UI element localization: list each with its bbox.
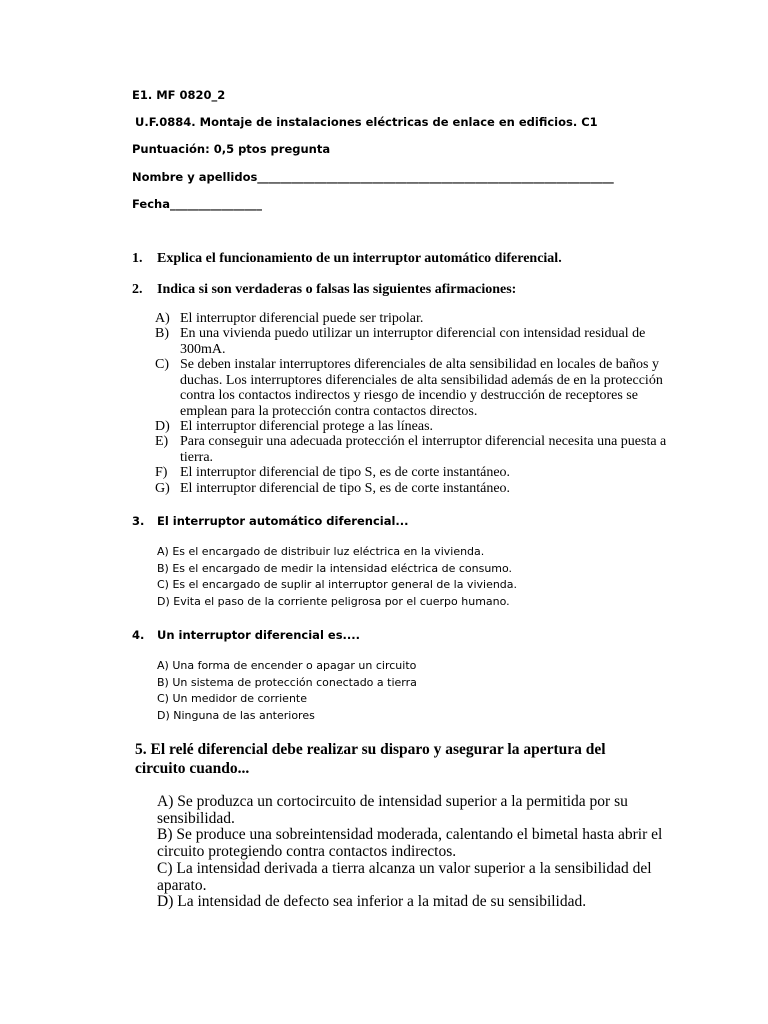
date-field: Fecha________________ — [132, 197, 262, 211]
name-field: Nombre y apellidos______________________________________________________________ — [132, 170, 614, 184]
option-text: El interruptor diferencial de tipo S, es de corte instantáneo. — [180, 481, 511, 496]
question-5-line-2: circuito cuando... — [135, 760, 250, 777]
q5-option-d: D) La intensidad de defecto sea inferior a la mitad de su sensibilidad. — [157, 893, 587, 910]
q3-option-b: B) Es el encargado de medir la intensidad eléctrica de consumo. — [157, 562, 513, 575]
option-text: En una vivienda puedo utilizar un interruptor diferencial con intensidad residual de 300mA. — [180, 326, 646, 357]
option-text: El interruptor diferencial protege a las líneas. — [180, 419, 434, 434]
q5-option-c: C) La intensidad derivada a tierra alcanza un valor superior a la sensibilidad del aparato. — [157, 860, 652, 894]
question-2-text: Indica si son verdaderas o falsas las siguientes afirmaciones: — [157, 282, 517, 297]
option-letter: D) — [155, 419, 170, 434]
q4-option-d: D) Ninguna de las anteriores — [157, 709, 315, 722]
question-3-number: 3. — [132, 514, 145, 528]
option-letter: F) — [155, 465, 168, 480]
question-3-text: El interruptor automático diferencial... — [157, 514, 409, 528]
option-text: Para conseguir una adecuada protección el interruptor diferencial necesita una puesta a tierra. — [180, 434, 667, 465]
q3-option-d: D) Evita el paso de la corriente peligrosa por el cuerpo humano. — [157, 595, 510, 608]
option-text: El interruptor diferencial de tipo S, es de corte instantáneo. — [180, 465, 511, 480]
question-4-number: 4. — [132, 628, 145, 642]
option-letter: E) — [155, 434, 169, 449]
unit-title: U.F.0884. Montaje de instalaciones eléctricas de enlace en edificios. C1 — [135, 115, 598, 129]
q4-option-c: C) Un medidor de corriente — [157, 692, 307, 705]
question-2-number: 2. — [132, 282, 143, 297]
q4-option-a: A) Una forma de encender o apagar un circuito — [157, 659, 417, 672]
option-text: El interruptor diferencial puede ser tripolar. — [180, 311, 424, 326]
option-text: Se deben instalar interruptores diferenciales de alta sensibilidad en locales de baños y duchas. Los interruptores diferenciales de alta sensibilidad además de en la protección contra los contactos indirectos y riesgo de incendio y destrucción de receptores se emplean para la protección contra contactos directos. — [180, 357, 663, 419]
q4-option-b: B) Un sistema de protección conectado a tierra — [157, 676, 417, 689]
question-1-text: Explica el funcionamiento de un interruptor automático diferencial. — [157, 251, 562, 266]
option-letter: A) — [155, 311, 170, 326]
question-4-text: Un interruptor diferencial es.... — [157, 628, 361, 642]
option-letter: B) — [155, 326, 169, 341]
option-letter: C) — [155, 357, 169, 372]
question-1-number: 1. — [132, 251, 143, 266]
q5-option-a: A) Se produzca un cortocircuito de intensidad superior a la permitida por su sensibilidad. — [157, 793, 628, 827]
exam-code: E1. MF 0820_2 — [132, 88, 226, 102]
q3-option-c: C) Es el encargado de suplir al interruptor general de la vivienda. — [157, 578, 518, 591]
question-5-line-1: 5. El relé diferencial debe realizar su disparo y asegurar la apertura del — [135, 741, 606, 758]
q5-option-b: B) Se produce una sobreintensidad moderada, calentando el bimetal hasta abrir el circuito protegiendo contra contactos indirectos. — [157, 826, 663, 860]
option-letter: G) — [155, 481, 170, 496]
q3-option-a: A) Es el encargado de distribuir luz eléctrica en la vivienda. — [157, 545, 485, 558]
score-info: Puntuación: 0,5 ptos pregunta — [132, 142, 331, 156]
